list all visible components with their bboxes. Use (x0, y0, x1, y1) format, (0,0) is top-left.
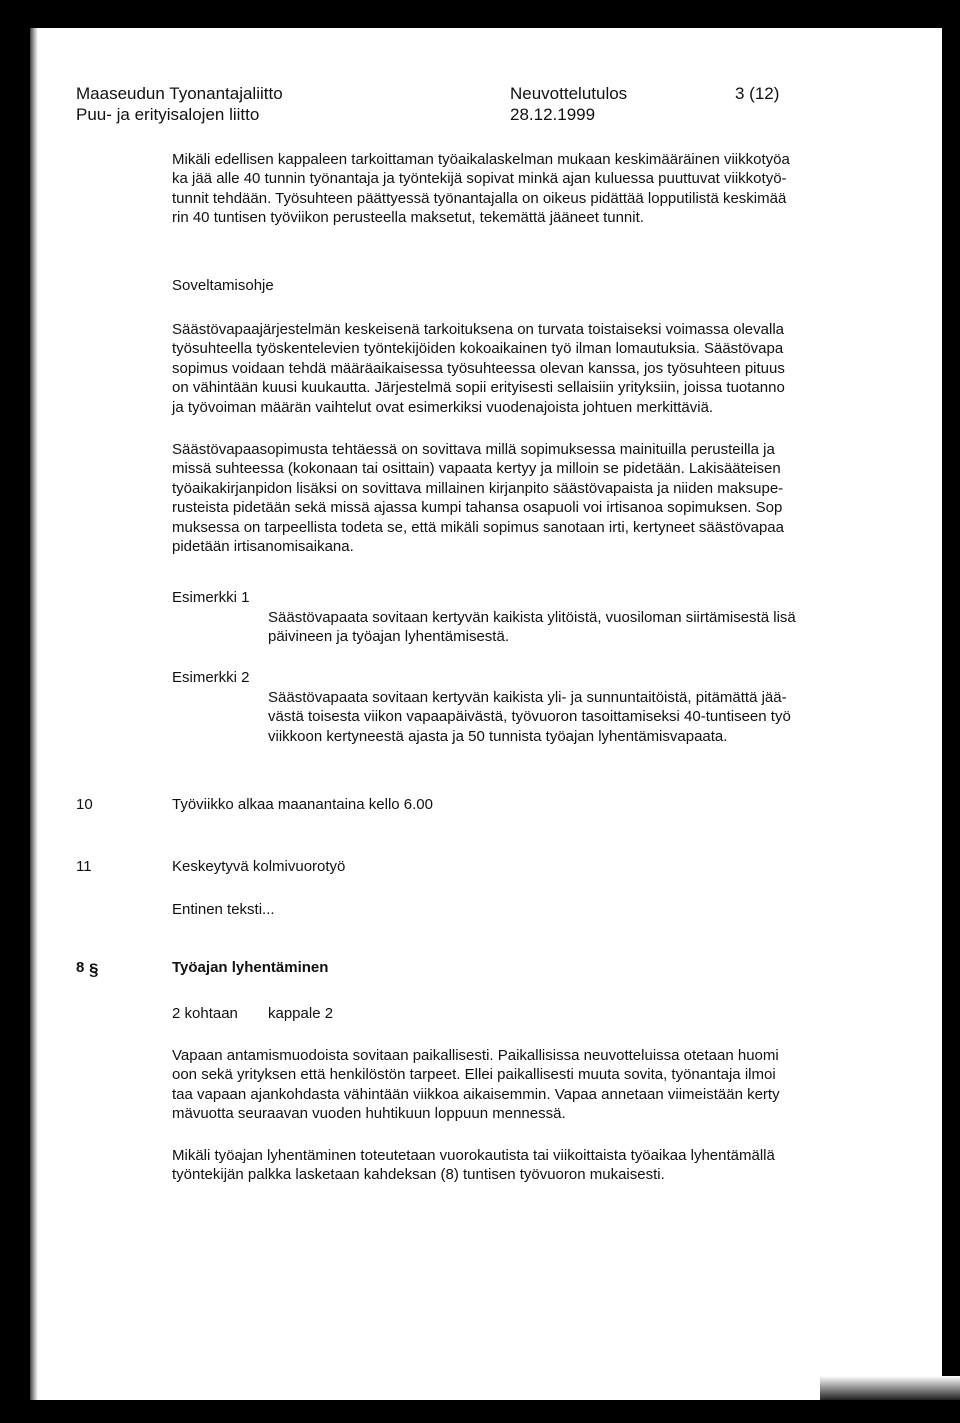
text-line: Vapaan antamismuodoista sovitaan paikallisesti. Paikallisissa neuvotteluissa otetaan huomi (172, 1047, 779, 1064)
header-org-line2: Puu- ja erityisalojen liitto (76, 105, 260, 124)
text-line: oon sekä yrityksen että henkilöstön tarpeet. Ellei paikallisesti muuta sovita, työnantaja ilmoi (172, 1066, 776, 1084)
scan-left-edge (30, 28, 38, 1400)
text-line: Säästövapaajärjestelmän keskeisenä tarkoituksena on turvata toistaiseksi voimassa olevalla (172, 321, 784, 338)
section-8-number: 8 (76, 959, 85, 976)
text-line: tunnit tehdään. Työsuhteen päättyessä työnantajalla on oikeus pidättää lopputilistä keskimää (172, 189, 787, 207)
section-heading: Soveltamisohje (172, 277, 274, 294)
point-ref-paragraph: kappale 2 (268, 1005, 334, 1022)
paragraph-3 (172, 440, 784, 556)
text-line: työsuhteella työskentelevien työntekijöiden kokoaikainen työ ilman lomautuksia. Säästövapa (172, 340, 784, 358)
scan-bottom-shadow (820, 1376, 960, 1400)
item-11-number: 11 (76, 858, 92, 875)
text-line: Mikäli työajan lyhentäminen toteutetaan vuorokautista tai viikoittaista työaikaa lyhentämällä (172, 1147, 775, 1164)
text-line: työaikakirjanpidon lisäksi on sovittava millainen kirjanpito säästövapaista ja niiden maksupe- (172, 479, 784, 497)
section-symbol-icon: § (89, 960, 99, 979)
header-doc-type: Neuvottelutulos (510, 84, 628, 103)
intro-paragraph (172, 150, 790, 228)
point-ref-point: 2 kohtaan (172, 1005, 238, 1022)
header-org-line1: Maaseudun Tyonantajaliitto (76, 84, 283, 103)
example-1-label: Esimerkki 1 (172, 589, 250, 606)
header-page-number: 3 (12) (735, 84, 780, 103)
text-line: taa vapaan ajankohdasta vähintään viikkoa aikaisemmin. Vapaa annetaan viimeistään kerty (172, 1085, 780, 1103)
text-line: rusteista pidetään sekä missä ajassa kumpi tahansa osapuoli voi irtisanoa sopimuksen. Sop (172, 499, 783, 517)
text-line: Säästövapaasopimusta tehtäessä on sovittava millä sopimuksessa mainituilla perusteilla ja (172, 441, 775, 458)
text-line: missä suhteessa (kokonaan tai osittain) vapaata kertyy ja milloin se pidetään. Lakisääteisen (172, 460, 781, 478)
item-11-note: Entinen teksti... (172, 901, 275, 918)
text-line: rin 40 tuntisen työviikon perusteella maksetut, tekemättä jääneet tunnit. (172, 209, 644, 227)
text-line: ja työvoiman määrän vaihtelut ovat esimerkiksi vuodenajoista johtuen merkittäviä. (172, 398, 714, 416)
text-line: on vähintään kuusi kuukautta. Järjestelmä sopii erityisesti sellaisiin yrityksiin, joissa tuotanno (172, 379, 785, 397)
text-line: työntekijän palkka lasketaan kahdeksan (8) tuntisen työvuoron mukaisesti. (172, 1166, 665, 1184)
text-line: sopimus voidaan tehdä määräaikaisessa työsuhteessa olevan kanssa, jos työsuhteen pituus (172, 359, 785, 377)
header-date: 28.12.1999 (510, 105, 596, 124)
text-line: muksessa on tarpeellista todeta se, että mikäli sopimus sanotaan irti, kertyneet säästövapaa (172, 518, 784, 536)
example-2-label: Esimerkki 2 (172, 669, 250, 686)
text-line: Säästövapaata sovitaan kertyvän kaikista ylitöistä, vuosiloman siirtämisestä lisä (268, 609, 796, 626)
text-line: Mikäli edellisen kappaleen tarkoittaman työaikalaskelman mukaan keskimääräinen viikkotyöa (172, 151, 790, 168)
example-2-text (268, 688, 791, 746)
example-1-text (268, 608, 796, 647)
paragraph-4 (172, 1046, 780, 1124)
text-line: mävuotta seuraavan vuoden huhtikuun loppuun mennessä. (172, 1105, 566, 1123)
text-line: viikkoon kertyneestä ajasta ja 50 tunnista työajan lyhentämisvapaata. (268, 727, 728, 745)
paragraph-5 (172, 1146, 775, 1185)
text-line: västä toisesta viikon vapaapäivästä, työvuoron tasoittamiseksi 40-tuntiseen työ (268, 708, 791, 726)
item-11-text: Keskeytyvä kolmivuorotyö (172, 858, 346, 875)
text-line: Säästövapaata sovitaan kertyvän kaikista yli- ja sunnuntaitöistä, pitämättä jää- (268, 689, 787, 706)
paragraph-2 (172, 320, 785, 417)
text-line: pidetään irtisanomisaikana. (172, 538, 354, 556)
item-10-text: Työviikko alkaa maanantaina kello 6.00 (172, 796, 433, 813)
text-line: päivineen ja työajan lyhentämisestä. (268, 628, 509, 646)
item-10-number: 10 (76, 796, 93, 813)
section-8-title: Työajan lyhentäminen (172, 959, 329, 976)
text-line: ka jää alle 40 tunnin työnantaja ja työntekijä sopivat minkä ajan kuluessa puuttuvat viikkotyö- (172, 170, 787, 188)
